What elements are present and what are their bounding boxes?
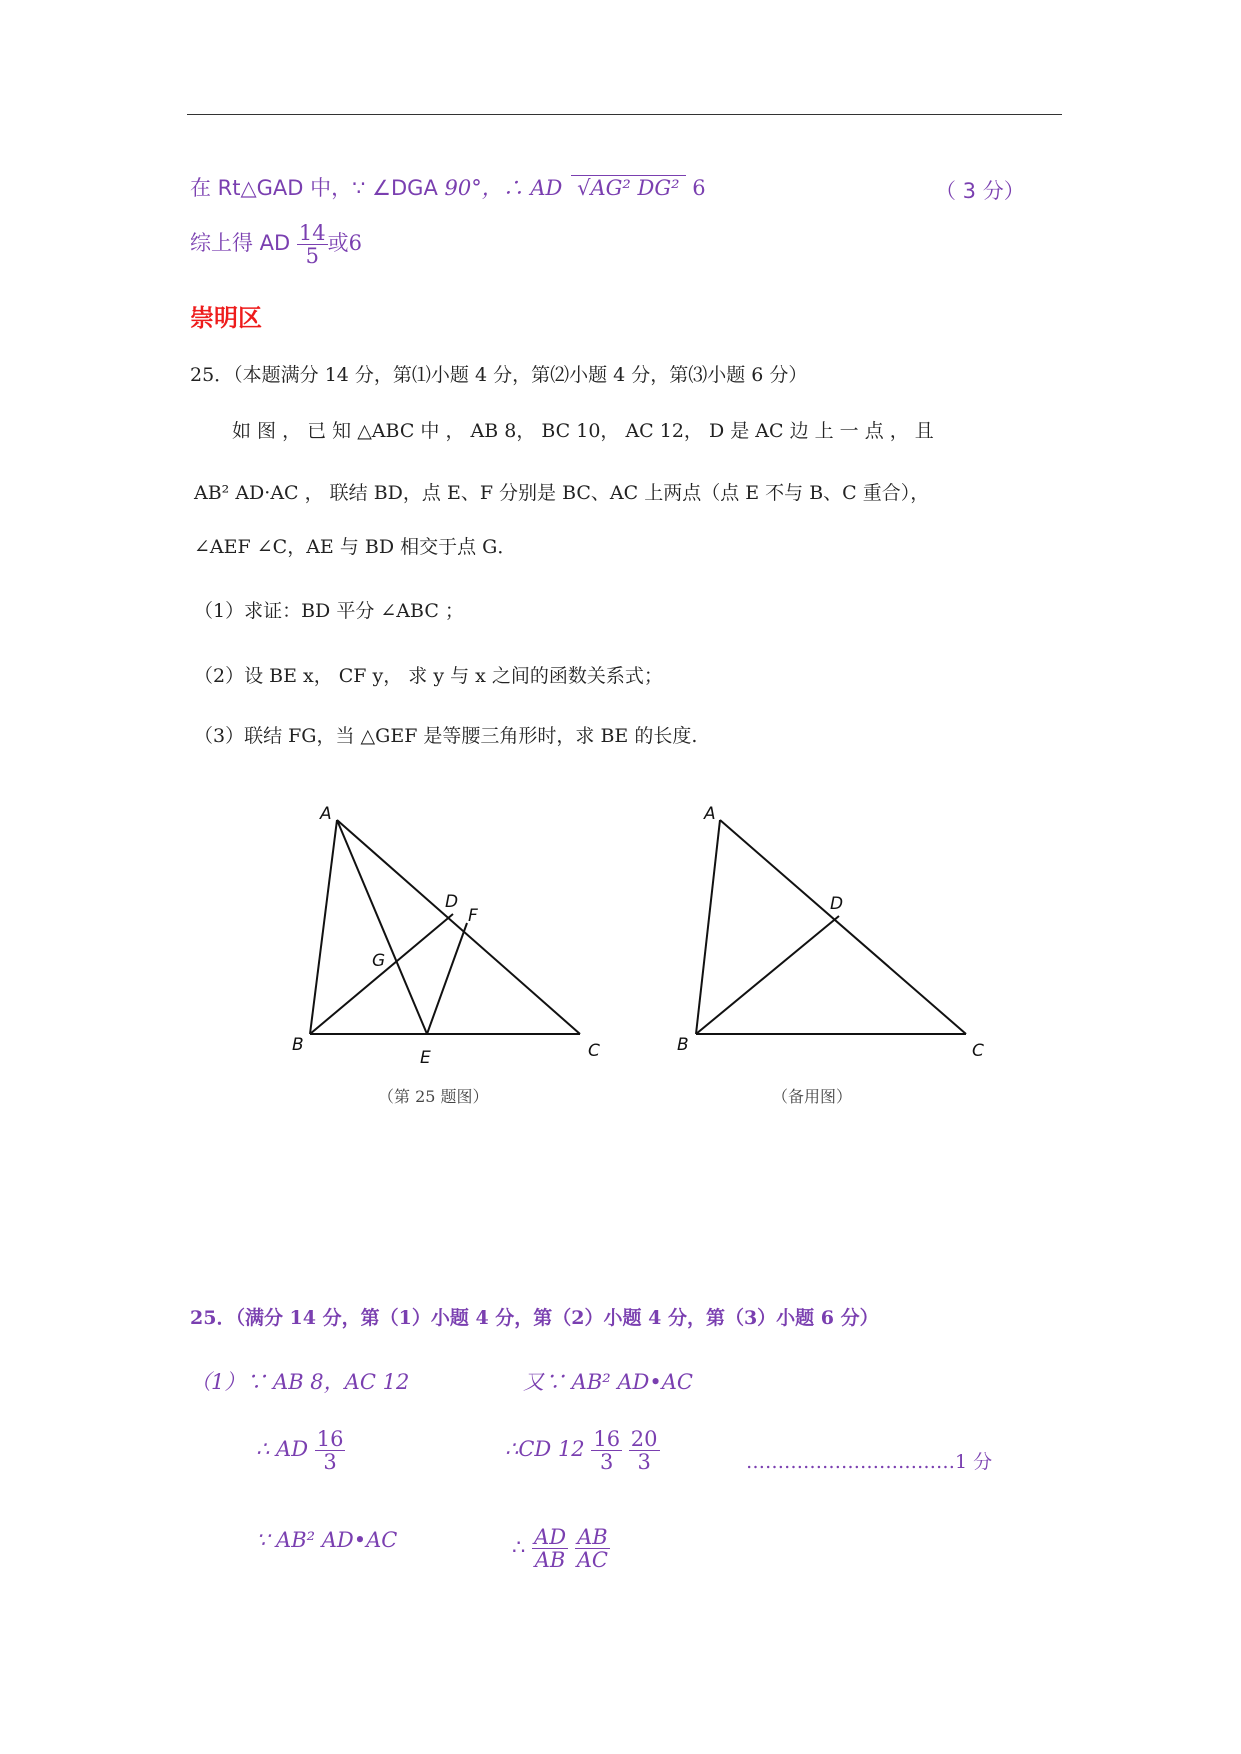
- problem-question-3: （3）联结 FG，当 △GEF 是等腰三角形时，求 BE 的长度.: [194, 725, 698, 747]
- segment-bd: [310, 914, 453, 1034]
- main-figure: [310, 820, 580, 1034]
- backup-label-c: C: [972, 1041, 984, 1061]
- backup-segment-bd: [696, 916, 839, 1034]
- problem-header: 25．（本题满分 14 分，第⑴小题 4 分，第⑵小题 4 分，第⑶小题 6 分）: [190, 364, 808, 386]
- prev-solution-line1: 在 Rt△GAD 中，∵ ∠DGA 90°，∴ AD √AG² DG² 6: [190, 176, 706, 200]
- fraction-14-5: $\frac{14}{5}$: [298, 221, 326, 269]
- solution-row3-left: ∵ AB² AD•AC: [256, 1528, 398, 1552]
- solution-row1-right: 又∵ AB² AD•AC: [523, 1370, 693, 1394]
- problem-line2: AB² AD·AC ， 联结 BD，点 E、F 分别是 BC、AC 上两点（点 E 不与 B、C 重合），: [194, 482, 930, 504]
- geometry-figures: [280, 805, 1000, 1070]
- backup-segment-ab: [696, 820, 720, 1034]
- backup-label-d: D: [830, 894, 844, 914]
- label-c: C: [588, 1041, 600, 1061]
- prev-solution-score: （ 3 分）: [935, 179, 1025, 203]
- backup-label-b: B: [677, 1035, 689, 1055]
- segment-ac: [337, 820, 580, 1034]
- problem-question-2: （2）设 BE x， CF y， 求 y 与 x 之间的函数关系式；: [194, 665, 663, 687]
- problem-question-1: （1）求证：BD 平分 ∠ABC ；: [194, 600, 464, 622]
- backup-figure-caption: （备用图）: [772, 1087, 853, 1106]
- backup-figure: [696, 820, 966, 1034]
- sqrt-expression: √AG² DG²: [571, 175, 685, 200]
- solution-row2-left: ∴ AD $\frac{16}{3}$: [256, 1427, 344, 1475]
- backup-segment-ac: [720, 820, 966, 1034]
- fraction-ad-ab: $\frac{AD}{AB}$: [534, 1525, 567, 1573]
- label-a: A: [320, 805, 332, 824]
- label-d: D: [445, 892, 459, 912]
- fraction-16-3: $\frac{16}{3}$: [316, 1427, 344, 1475]
- problem-line3: ∠AEF ∠C，AE 与 BD 相交于点 G．: [194, 536, 517, 558]
- main-figure-caption: （第 25 题图）: [378, 1087, 489, 1106]
- fraction-16-3-b: $\frac{16}{3}$: [593, 1427, 621, 1475]
- backup-label-a: A: [704, 805, 716, 824]
- fraction-ab-ac: $\frac{AB}{AC}$: [576, 1525, 608, 1573]
- label-f: F: [468, 906, 478, 926]
- problem-line1: 如 图 ， 已 知 △ABC 中 ， AB 8， BC 10， AC 12， D 是 AC 边 上 一 点 ， 且: [232, 420, 934, 442]
- solution-row2-mid: ∴CD 12 $\frac{16}{3}$ $\frac{20}{3}$: [505, 1427, 658, 1475]
- segment-ae: [337, 820, 427, 1034]
- label-g: G: [372, 951, 386, 971]
- segment-ef: [427, 923, 467, 1034]
- segment-ab: [310, 820, 337, 1034]
- solution-row3-right: ∴ $\frac{AD}{AB}$ $\frac{AB}{AC}$: [512, 1525, 608, 1573]
- solution-row1-left: （1）∵ AB 8，AC 12: [190, 1370, 410, 1394]
- section-title: 崇明区: [190, 304, 262, 332]
- label-b: B: [292, 1035, 304, 1055]
- label-e: E: [420, 1048, 431, 1068]
- prev-solution-line2: 综上得 AD $\frac{14}{5}$ 或6: [190, 221, 362, 269]
- header-rule: [187, 114, 1062, 115]
- solution-row2-score: ……………………………1 分: [746, 1451, 993, 1473]
- solution-header: 25．（满分 14 分，第（1）小题 4 分，第（2）小题 4 分，第（3）小题 6 分）: [190, 1307, 879, 1329]
- fraction-20-3: $\frac{20}{3}$: [630, 1427, 658, 1475]
